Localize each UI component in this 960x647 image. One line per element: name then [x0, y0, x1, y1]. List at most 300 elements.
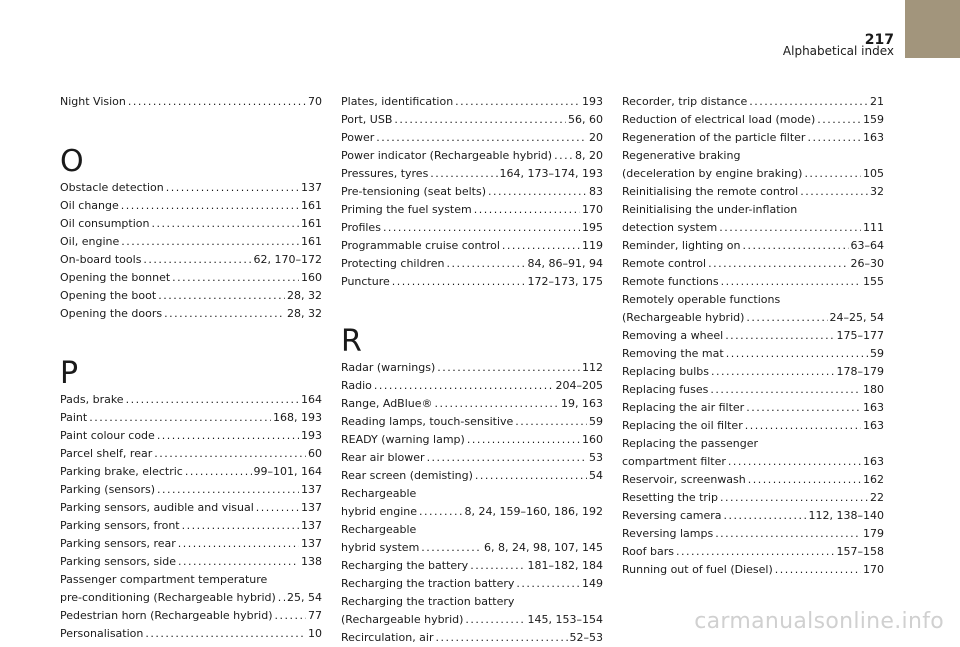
page-reference[interactable]: 8, 24, 159–160, 186, 192	[464, 505, 603, 518]
index-entry[interactable]	[341, 395, 603, 413]
dot-leader	[172, 269, 299, 287]
entry-name: Resetting the trip	[622, 491, 718, 504]
page-reference[interactable]: 137	[301, 483, 322, 496]
index-entry-row	[60, 215, 322, 233]
index-entry[interactable]	[622, 183, 884, 201]
page-reference[interactable]: 52–53	[569, 631, 603, 644]
index-entry-row	[60, 305, 322, 323]
dot-leader	[475, 467, 587, 485]
entry-name: Oil, engine	[60, 235, 120, 248]
index-entry-row	[622, 525, 884, 543]
dot-leader	[436, 629, 568, 647]
index-entry[interactable]	[60, 481, 322, 499]
index-entry[interactable]	[341, 147, 603, 165]
section-title: Alphabetical index	[782, 44, 894, 58]
entry-name: (deceleration by engine braking)	[622, 167, 803, 180]
index-entry-row	[622, 165, 884, 183]
index-entry-row	[622, 309, 884, 327]
index-entry-line: Remotely operable functions	[622, 293, 781, 306]
index-entry[interactable]	[622, 399, 884, 417]
page-reference[interactable]: 137	[301, 537, 322, 550]
index-entry[interactable]	[60, 517, 322, 535]
entry-name: pre-conditioning (Rechargeable hybrid)	[60, 591, 276, 604]
index-letter-heading: P	[60, 356, 79, 391]
page-reference[interactable]: 83	[589, 185, 603, 198]
dot-leader	[394, 111, 566, 129]
dot-leader	[775, 561, 861, 579]
entry-name: Radio	[341, 379, 372, 392]
index-entry-row	[341, 557, 603, 575]
index-entry-row	[60, 535, 322, 553]
entry-name: Obstacle detection	[60, 181, 164, 194]
entry-name: Recirculation, air	[341, 631, 434, 644]
index-entry[interactable]	[60, 197, 322, 215]
index-entry-row	[60, 481, 322, 499]
index-entry[interactable]	[622, 237, 884, 255]
index-entry-row	[60, 607, 322, 625]
entry-name: Replacing the air filter	[622, 401, 745, 414]
entry-name: Reading lamps, touch-sensitive	[341, 415, 514, 428]
dot-leader	[800, 183, 868, 201]
index-entry[interactable]	[341, 467, 603, 485]
index-entry-row	[60, 197, 322, 215]
index-entry[interactable]	[60, 625, 322, 643]
page-reference[interactable]: 105	[863, 167, 884, 180]
index-entry[interactable]	[341, 237, 603, 255]
index-letter-heading: O	[60, 144, 84, 179]
dot-leader	[719, 219, 861, 237]
entry-name: Paint	[60, 411, 88, 424]
index-entry[interactable]	[622, 255, 884, 273]
dot-leader	[392, 273, 526, 291]
index-entry-row	[622, 129, 884, 147]
dot-leader	[185, 463, 252, 481]
entry-name: Puncture	[341, 275, 390, 288]
page-reference[interactable]: 181–182, 184	[527, 559, 603, 572]
index-entry[interactable]	[622, 363, 884, 381]
index-entry[interactable]	[60, 553, 322, 571]
index-entry[interactable]	[341, 129, 603, 147]
page-reference[interactable]: 53	[589, 451, 603, 464]
page-reference[interactable]: 119	[582, 239, 603, 252]
entry-name: Replacing the oil filter	[622, 419, 743, 432]
index-entry[interactable]	[60, 499, 322, 517]
page-reference[interactable]: 178–179	[836, 365, 884, 378]
index-entry-line: Replacing the passenger	[622, 437, 758, 450]
page-reference[interactable]: 161	[301, 217, 322, 230]
page-reference[interactable]: 77	[308, 609, 322, 622]
page-reference[interactable]: 159	[863, 113, 884, 126]
index-entry[interactable]	[60, 427, 322, 445]
page-reference[interactable]: 137	[301, 519, 322, 532]
index-entry-row	[60, 93, 322, 111]
dot-leader	[749, 93, 868, 111]
page-reference[interactable]: 193	[301, 429, 322, 442]
page-reference[interactable]: 137	[301, 501, 322, 514]
page-reference[interactable]: 70	[308, 95, 322, 108]
index-column-1	[60, 93, 322, 643]
dot-leader	[554, 147, 573, 165]
dot-leader	[502, 237, 580, 255]
index-entry[interactable]	[60, 445, 322, 463]
index-entry[interactable]	[60, 93, 322, 111]
dot-leader	[465, 611, 525, 629]
page-reference[interactable]: 26–30	[850, 257, 884, 270]
index-entry-row	[341, 219, 603, 237]
index-entry[interactable]	[341, 255, 603, 273]
index-entry-row	[341, 201, 603, 219]
page-reference[interactable]: 63–64	[850, 239, 884, 252]
dot-leader	[121, 233, 299, 251]
entry-name: Remote control	[622, 257, 707, 270]
entry-name: Recorder, trip distance	[622, 95, 748, 108]
page-reference[interactable]: 20	[589, 131, 603, 144]
page-reference[interactable]: 138	[301, 555, 322, 568]
dot-leader	[143, 251, 251, 269]
dot-leader	[427, 449, 587, 467]
dot-leader	[515, 413, 587, 431]
dot-leader	[275, 607, 307, 625]
index-entry-row	[622, 561, 884, 579]
chapter-tab	[905, 0, 960, 58]
index-entry[interactable]	[622, 381, 884, 399]
page-reference[interactable]: 195	[582, 221, 603, 234]
index-entry-row	[341, 575, 603, 593]
page-reference[interactable]: 160	[582, 433, 603, 446]
index-entry-row	[622, 345, 884, 363]
index-entry-row	[60, 269, 322, 287]
index-entry-row	[341, 359, 603, 377]
index-entry-row	[622, 489, 884, 507]
page-reference[interactable]: 149	[582, 577, 603, 590]
index-entry-row	[60, 589, 322, 607]
index-entry[interactable]	[622, 489, 884, 507]
index-entry-row	[341, 377, 603, 395]
index-entry[interactable]	[341, 575, 603, 593]
index-entry-line: Reinitialising the under-inflation	[622, 203, 798, 216]
entry-name: Parking sensors, audible and visual	[60, 501, 254, 514]
entry-name: Port, USB	[341, 113, 393, 126]
dot-leader	[182, 517, 299, 535]
index-entry-row	[60, 499, 322, 517]
entry-name: Pedestrian horn (Rechargeable hybrid)	[60, 609, 273, 622]
dot-leader	[447, 255, 526, 273]
index-entry[interactable]	[341, 449, 603, 467]
index-entry[interactable]	[622, 273, 884, 291]
dot-leader	[437, 359, 580, 377]
index-entry[interactable]	[622, 147, 884, 183]
index-entry-row	[622, 327, 884, 345]
index-entry-line: Recharging the traction battery	[341, 595, 515, 608]
page-reference[interactable]: 19, 163	[561, 397, 603, 410]
page-reference[interactable]: 180	[863, 383, 884, 396]
page-number: 217	[864, 32, 894, 48]
entry-name: Rear air blower	[341, 451, 425, 464]
entry-name: Range, AdBlue®	[341, 397, 433, 410]
page-reference[interactable]: 8, 20	[575, 149, 603, 162]
page-reference[interactable]: 28, 32	[287, 289, 322, 302]
entry-name: Night Vision	[60, 95, 126, 108]
entry-name: Pressures, tyres	[341, 167, 429, 180]
index-entry[interactable]	[60, 233, 322, 251]
dot-leader	[383, 219, 580, 237]
index-entry-row	[60, 287, 322, 305]
page-reference[interactable]: 172–173, 175	[527, 275, 603, 288]
dot-leader	[178, 535, 299, 553]
index-entry[interactable]	[60, 535, 322, 553]
page-reference[interactable]: 168, 193	[273, 411, 322, 424]
page-reference[interactable]: 54	[589, 469, 603, 482]
page-reference[interactable]: 163	[863, 419, 884, 432]
entry-name: (Rechargeable hybrid)	[341, 613, 464, 626]
page-reference[interactable]: 179	[863, 527, 884, 540]
page-reference[interactable]: 162	[863, 473, 884, 486]
index-entry-line: Rechargeable	[341, 487, 417, 500]
index-entry[interactable]	[622, 327, 884, 345]
index-entry[interactable]	[60, 179, 322, 197]
page-reference[interactable]: 155	[863, 275, 884, 288]
dot-leader	[726, 345, 868, 363]
entry-name: Parking brake, electric	[60, 465, 183, 478]
page-reference[interactable]: 112, 138–140	[808, 509, 884, 522]
dot-leader	[178, 553, 299, 571]
index-entry-row	[341, 467, 603, 485]
index-entry[interactable]	[622, 111, 884, 129]
dot-leader	[278, 589, 285, 607]
index-entry-row	[341, 93, 603, 111]
page-reference[interactable]: 59	[870, 347, 884, 360]
index-entry[interactable]	[341, 273, 603, 291]
index-entry-row	[341, 165, 603, 183]
entry-name: Power	[341, 131, 375, 144]
index-entry[interactable]	[60, 409, 322, 427]
index-entry[interactable]	[622, 201, 884, 237]
index-entry-row	[622, 273, 884, 291]
dot-leader	[470, 557, 525, 575]
index-entry[interactable]	[341, 111, 603, 129]
entry-name: hybrid engine	[341, 505, 418, 518]
page-reference[interactable]: 21	[870, 95, 884, 108]
index-entry[interactable]	[60, 269, 322, 287]
dot-leader	[467, 431, 580, 449]
page-reference[interactable]: 164	[301, 393, 322, 406]
dot-leader	[89, 409, 271, 427]
index-entry[interactable]	[341, 431, 603, 449]
dot-leader	[721, 273, 861, 291]
index-entry[interactable]	[341, 165, 603, 183]
index-entry[interactable]	[341, 557, 603, 575]
page-reference[interactable]: 112	[582, 361, 603, 374]
entry-name: Rear screen (demisting)	[341, 469, 473, 482]
index-entry[interactable]	[622, 471, 884, 489]
page-reference[interactable]: 161	[301, 235, 322, 248]
index-entry-row	[622, 363, 884, 381]
index-entry-row	[341, 255, 603, 273]
index-entry-row	[622, 543, 884, 561]
index-entry-row	[622, 507, 884, 525]
index-entry[interactable]	[622, 291, 884, 327]
page-reference[interactable]: 22	[870, 491, 884, 504]
dot-leader	[708, 255, 848, 273]
dot-leader	[745, 417, 861, 435]
page-reference[interactable]: 24–25, 54	[829, 311, 884, 324]
dot-leader	[676, 543, 835, 561]
dot-leader	[725, 327, 834, 345]
index-entry[interactable]	[60, 305, 322, 323]
entry-name: Pre-tensioning (seat belts)	[341, 185, 486, 198]
page-reference[interactable]: 170	[582, 203, 603, 216]
index-entry[interactable]	[60, 571, 322, 607]
entry-name: Recharging the traction battery	[341, 577, 515, 590]
dot-leader	[376, 129, 587, 147]
page-reference[interactable]: 111	[863, 221, 884, 234]
index-entry[interactable]	[341, 593, 603, 629]
index-entry[interactable]	[622, 93, 884, 111]
entry-name: Reminder, lighting on	[622, 239, 741, 252]
index-entry[interactable]	[341, 93, 603, 111]
index-entry-row	[60, 409, 322, 427]
entry-name: Reversing lamps	[622, 527, 714, 540]
entry-name: Priming the fuel system	[341, 203, 472, 216]
page-reference[interactable]: 56, 60	[568, 113, 603, 126]
entry-name: Running out of fuel (Diesel)	[622, 563, 773, 576]
entry-name: Oil change	[60, 199, 119, 212]
index-entry[interactable]	[60, 215, 322, 233]
index-entry[interactable]	[341, 183, 603, 201]
page-reference[interactable]: 28, 32	[287, 307, 322, 320]
entry-name: Opening the doors	[60, 307, 163, 320]
page-reference[interactable]: 6, 8, 24, 98, 107, 145	[484, 541, 603, 554]
index-entry-row	[341, 273, 603, 291]
entry-name: Opening the boot	[60, 289, 157, 302]
page-reference[interactable]: 137	[301, 181, 322, 194]
index-entry[interactable]	[341, 485, 603, 521]
index-entry[interactable]	[341, 413, 603, 431]
index-entry-row	[622, 471, 884, 489]
index-entry-row	[60, 251, 322, 269]
index-entry[interactable]	[341, 219, 603, 237]
index-entry-row	[341, 431, 603, 449]
dot-leader	[728, 453, 861, 471]
entry-name: READY (warning lamp)	[341, 433, 465, 446]
dot-leader	[743, 237, 849, 255]
index-entry[interactable]	[622, 543, 884, 561]
dot-leader	[374, 377, 554, 395]
entry-name: Profiles	[341, 221, 381, 234]
dot-leader	[516, 575, 580, 593]
index-entry-row	[60, 391, 322, 409]
dot-leader	[715, 525, 861, 543]
page-reference[interactable]: 160	[301, 271, 322, 284]
page-reference[interactable]: 62, 170–172	[253, 253, 322, 266]
page-reference[interactable]: 204–205	[555, 379, 603, 392]
index-entry-line: Regenerative braking	[622, 149, 741, 162]
index-entry[interactable]	[622, 507, 884, 525]
dot-leader	[421, 539, 482, 557]
watermark: carmanualsonline.info	[694, 609, 944, 634]
index-entry[interactable]	[60, 607, 322, 625]
index-entry[interactable]	[341, 359, 603, 377]
dot-leader	[748, 471, 861, 489]
page-reference[interactable]: 59	[589, 415, 603, 428]
dot-leader	[455, 93, 580, 111]
entry-name: Paint colour code	[60, 429, 155, 442]
index-entry-row	[60, 233, 322, 251]
index-entry[interactable]	[622, 435, 884, 471]
page-reference[interactable]: 157–158	[836, 545, 884, 558]
index-entry[interactable]	[60, 463, 322, 481]
index-entry[interactable]	[341, 201, 603, 219]
index-entry[interactable]	[60, 287, 322, 305]
page-reference[interactable]: 25, 54	[287, 591, 322, 604]
entry-name: Replacing bulbs	[622, 365, 709, 378]
page-reference[interactable]: 60	[308, 447, 322, 460]
dot-leader	[724, 507, 807, 525]
index-entry[interactable]	[341, 629, 603, 647]
entry-name: Programmable cruise control	[341, 239, 500, 252]
dot-leader	[807, 129, 861, 147]
page-reference[interactable]: 163	[863, 401, 884, 414]
index-entry[interactable]	[622, 417, 884, 435]
entry-name: Plates, identification	[341, 95, 454, 108]
index-entry-row	[341, 183, 603, 201]
dot-leader	[121, 197, 299, 215]
index-entry[interactable]	[60, 391, 322, 409]
dot-leader	[746, 309, 827, 327]
index-entry[interactable]	[341, 377, 603, 395]
page-reference[interactable]: 170	[863, 563, 884, 576]
entry-name: Parking sensors, front	[60, 519, 180, 532]
index-entry[interactable]	[622, 525, 884, 543]
page-reference[interactable]: 163	[863, 131, 884, 144]
page-reference[interactable]: 164, 173–174, 193	[499, 167, 603, 180]
page-reference[interactable]: 175–177	[836, 329, 884, 342]
page-reference[interactable]: 32	[870, 185, 884, 198]
entry-name: Reinitialising the remote control	[622, 185, 799, 198]
index-entry-row	[341, 395, 603, 413]
page-reference[interactable]: 10	[308, 627, 322, 640]
dot-leader	[145, 625, 306, 643]
entry-name: Parking sensors, rear	[60, 537, 176, 550]
page-reference[interactable]: 99–101, 164	[253, 465, 322, 478]
page-reference[interactable]: 163	[863, 455, 884, 468]
dot-leader	[152, 215, 300, 233]
index-column-2	[341, 93, 603, 647]
index-entry[interactable]	[622, 345, 884, 363]
page-reference[interactable]: 161	[301, 199, 322, 212]
index-entry-row	[341, 611, 603, 629]
index-entry[interactable]	[622, 561, 884, 579]
entry-name: Reversing camera	[622, 509, 722, 522]
page-reference[interactable]: 193	[582, 95, 603, 108]
page-reference[interactable]: 84, 86–91, 94	[527, 257, 603, 270]
index-entry[interactable]	[60, 251, 322, 269]
index-entry-row	[60, 625, 322, 643]
dot-leader	[419, 503, 463, 521]
index-entry[interactable]	[341, 521, 603, 557]
dot-leader	[710, 381, 861, 399]
entry-name: Roof bars	[622, 545, 674, 558]
index-entry[interactable]	[622, 129, 884, 147]
page-reference[interactable]: 145, 153–154	[527, 613, 603, 626]
entry-name: Reduction of electrical load (mode)	[622, 113, 816, 126]
index-entry-row	[622, 381, 884, 399]
index-entry-row	[622, 417, 884, 435]
index-entry-row	[60, 179, 322, 197]
entry-name: hybrid system	[341, 541, 420, 554]
entry-name: On-board tools	[60, 253, 142, 266]
entry-name: Parking sensors, side	[60, 555, 176, 568]
